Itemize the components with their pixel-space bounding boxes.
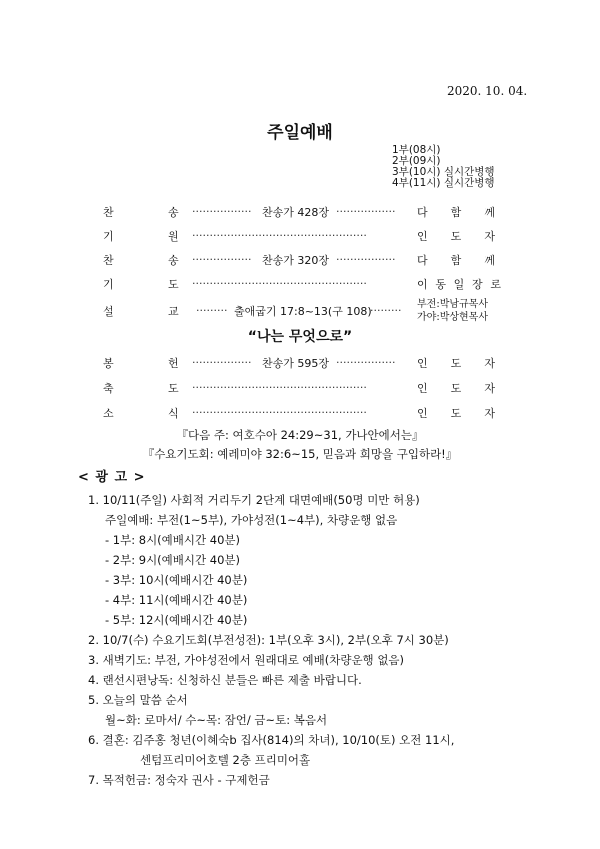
announcement-item: - 1부: 8시(예배시간 40분) [105,533,240,547]
order-item-char: 축 [103,382,114,395]
worship-order-row [0,252,600,272]
announcement-item: - 3부: 10시(예배시간 40분) [105,573,248,587]
order-person: 이 동 일 장 로 [417,278,501,291]
announcements-heading: < 광 고 > [78,470,146,485]
leader-dots: ·················································· [192,229,367,242]
order-item-char: 교 [168,305,179,318]
order-item-char: 봉 [103,357,114,370]
order-person: 인 도 자 [417,230,495,243]
order-item-char: 찬 [103,254,114,267]
order-item-char: 기 [103,278,114,291]
page-title: 주일예배 [267,123,333,143]
bulletin-date: 2020. 10. 04. [447,84,528,98]
wednesday-notice: 『수요기도회: 예레미야 32:6~15, 믿음과 희망을 구입하라!』 [142,447,458,461]
worship-order-row [0,204,600,224]
order-item-char: 송 [168,254,179,267]
leader-dots: ········· [196,304,228,317]
announcement-item: - 4부: 11시(예배시간 40분) [105,593,248,607]
announcement-item: - 5부: 12시(예배시간 40분) [105,613,248,627]
service-time: 3부(10시) 실시간병행 [392,166,495,178]
order-person: 인 도 자 [417,382,495,395]
service-times [392,145,495,189]
order-item-char: 헌 [168,357,179,370]
announcement-item: 월~화: 로마서/ 수~목: 잠언/ 금~토: 복음서 [105,713,328,727]
order-detail: 찬송가 320장 [262,254,329,267]
order-person: 인 도 자 [417,407,495,420]
order-item-char: 기 [103,230,114,243]
order-person: 다 함 께 [417,254,495,267]
leader-dots: ················· [336,356,396,369]
leader-dots: ················· [192,253,252,266]
order-item-char: 도 [168,382,179,395]
order-item-char: 찬 [103,206,114,219]
announcement-item: 센텀프리미어호텔 2층 프리미어홀 [140,753,311,767]
worship-order-row [0,299,600,323]
announcement-item: 6. 결혼: 김주홍 청년(이혜숙b 집사(814)의 차녀), 10/10(토) 오전 11시, [88,733,455,747]
service-time: 2부(09시) [392,155,441,167]
worship-order-row [0,276,600,296]
leader-dots: ·················································· [192,277,367,290]
order-item-char: 도 [168,278,179,291]
announcement-item: - 2부: 9시(예배시간 40분) [105,553,240,567]
order-item-char: 원 [168,230,179,243]
worship-order-row [0,355,600,375]
leader-dots: ················· [336,205,396,218]
leader-dots: ················· [192,205,252,218]
announcement-item: 주일예배: 부전(1~5부), 가야성전(1~4부), 차량운행 없음 [105,513,398,527]
order-detail: 찬송가 595장 [262,357,329,370]
next-week-notice: 『다음 주: 여호수아 24:29~31, 가나안에서는』 [176,428,424,442]
order-item-char: 설 [103,305,114,318]
order-item-char: 송 [168,206,179,219]
leader-dots: ·················································· [192,381,367,394]
announcement-item: 5. 오늘의 말씀 순서 [88,693,188,707]
announcement-item: 1. 10/11(주일) 사회적 거리두기 2단계 대면예배(50명 미만 허용) [88,493,420,507]
announcement-item: 2. 10/7(수) 수요기도회(부전성전): 1부(오후 3시), 2부(오후 7시 30분) [88,633,449,647]
announcement-item: 3. 새벽기도: 부전, 가야성전에서 원래대로 예배(차량운행 없음) [88,653,405,667]
sermon-title: “나는 무엇으로” [247,329,353,345]
order-person: 인 도 자 [417,357,495,370]
leader-dots: ·················································· [192,406,367,419]
order-item-char: 소 [103,407,114,420]
service-time: 1부(08시) [392,144,441,156]
order-detail: 출애굽기 17:8~13(구 108) [234,305,372,318]
worship-order-row [0,380,600,400]
order-item-char: 식 [168,407,179,420]
leader-dots: ········· [370,304,402,317]
order-detail: 찬송가 428장 [262,206,329,219]
service-time: 4부(11시) 실시간병행 [392,177,495,189]
order-person: 다 함 께 [417,206,495,219]
worship-order-row [0,405,600,425]
announcement-item: 7. 목적헌금: 정숙자 권사 - 구제헌금 [88,773,270,787]
leader-dots: ················· [192,356,252,369]
order-person: 부전:박남규목사 가야:박상현목사 [417,299,488,323]
worship-order-row [0,228,600,248]
leader-dots: ················· [336,253,396,266]
announcement-item: 4. 랜선시편낭독: 신청하신 분들은 빠른 제출 바랍니다. [88,673,362,687]
